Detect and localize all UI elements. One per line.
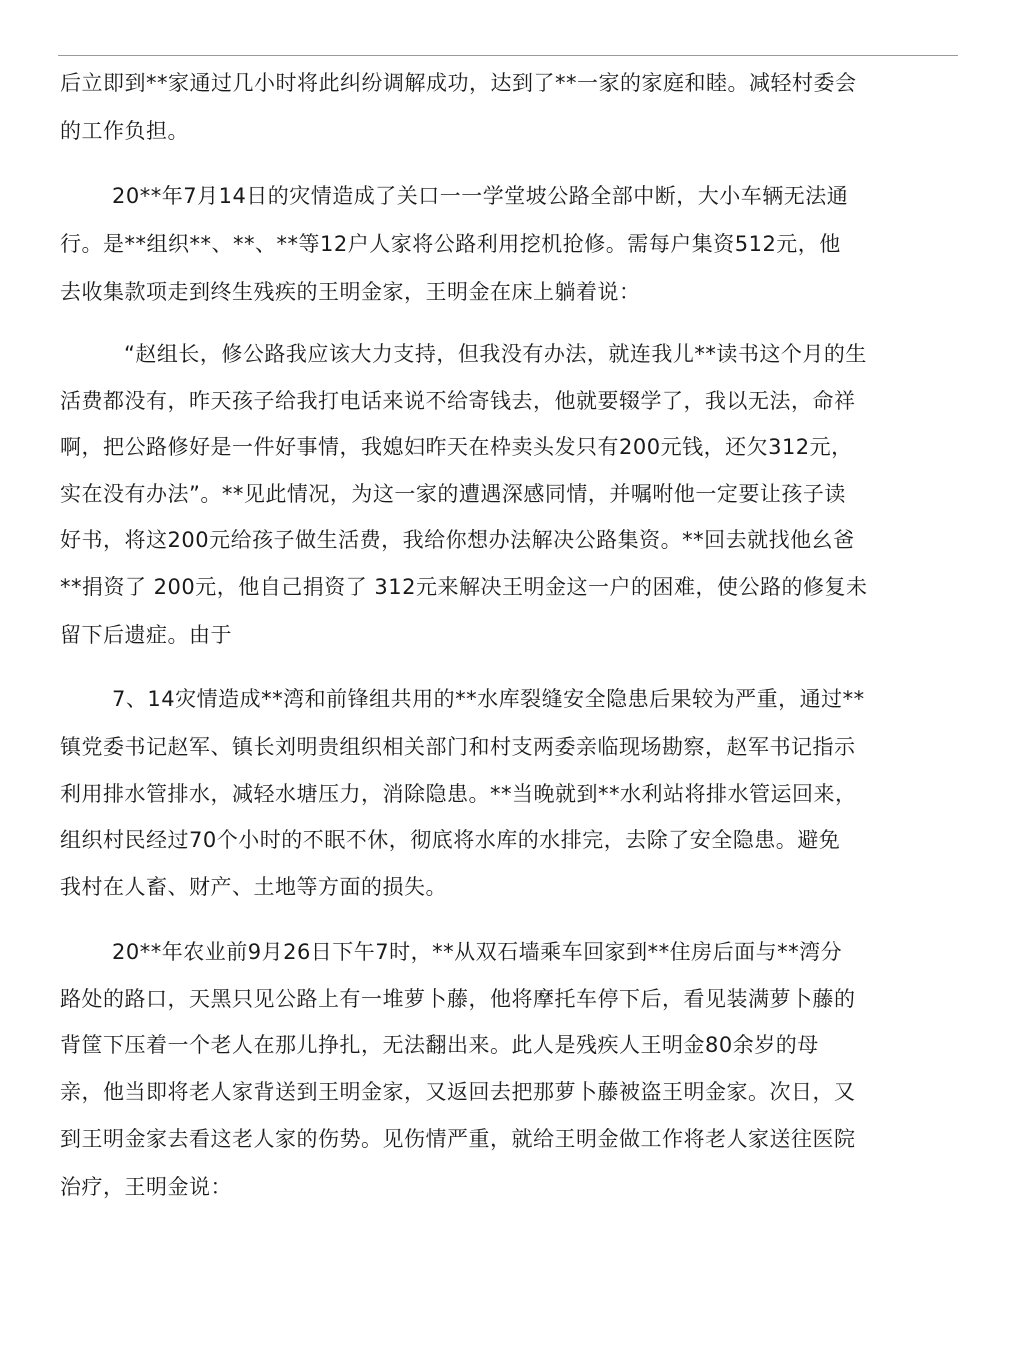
paragraph-3-line-5: 好书，将这200元给孩子做生活费，我给你想办法解决公路集资。**回去就找他幺爸 — [60, 528, 855, 552]
paragraph-3-line-1: “赵组长，修公路我应该大力支持，但我没有办法，就连我儿**读书这个月的生 — [124, 342, 867, 366]
paragraph-5-line-4: 亲，他当即将老人家背送到王明金家，又返回去把那萝卜藤被盗王明金家。次日，又 — [60, 1080, 856, 1104]
header-rule — [58, 55, 958, 56]
paragraph-1-line-2: 的工作负担。 — [60, 119, 189, 143]
paragraph-4-line-4: 组织村民经过70个小时的不眠不休，彻底将水库的水排完，去除了安全隐患。避免 — [60, 828, 841, 852]
paragraph-4-line-3: 利用排水管排水，减轻水塘压力，消除隐患。**当晚就到**水利站将排水管运回来， — [60, 782, 857, 806]
paragraph-3-line-4: 实在没有办法”。**见此情况，为这一家的遭遇深感同情，并嘱咐他一定要让孩子读 — [60, 482, 846, 506]
paragraph-5-line-6: 治疗，王明金说： — [60, 1175, 232, 1199]
paragraph-3-line-7: 留下后遗症。由于 — [60, 623, 232, 647]
paragraph-4-line-2: 镇党委书记赵军、镇长刘明贵组织相关部门和村支两委亲临现场勘察，赵军书记指示 — [60, 735, 856, 759]
paragraph-5-line-3: 背筐下压着一个老人在那儿挣扎，无法翻出来。此人是残疾人王明金80余岁的母 — [60, 1033, 819, 1057]
paragraph-5-line-2: 路处的路口，天黑只见公路上有一堆萝卜藤，他将摩托车停下后，看见装满萝卜藤的 — [60, 987, 856, 1011]
paragraph-3-line-2: 活费都没有，昨天孩子给我打电话来说不给寄钱去，他就要辍学了，我以无法，命祥 — [60, 389, 856, 413]
paragraph-5-line-5: 到王明金家去看这老人家的伤势。见伤情严重，就给王明金做工作将老人家送往医院 — [60, 1127, 856, 1151]
paragraph-3-line-3: 啊，把公路修好是一件好事情，我媳妇昨天在枠卖头发只有200元钱，还欠312元， — [60, 435, 853, 459]
paragraph-5-line-1: 20**年农业前9月26日下午7时，**从双石墙乘车回家到**住房后面与**湾分 — [112, 940, 843, 964]
paragraph-4-line-5: 我村在人畜、财产、土地等方面的损失。 — [60, 875, 447, 899]
paragraph-3-line-6: **捐资了 200元，他自己捐资了 312元来解决王明金这一户的困难，使公路的修复未 — [60, 575, 868, 599]
paragraph-4-line-1: 7、14灾情造成**湾和前锋组共用的**水库裂缝安全隐患后果较为严重，通过** — [112, 687, 865, 711]
paragraph-2-line-3: 去收集款项走到终生残疾的王明金家，王明金在床上躺着说： — [60, 280, 641, 304]
paragraph-2-line-1: 20**年7月14日的灾情造成了关口一一学堂坡公路全部中断，大小车辆无法通 — [112, 184, 849, 208]
paragraph-2-line-2: 行。是**组织**、**、**等12户人家将公路利用挖机抢修。需每户集资512元，他 — [60, 232, 841, 256]
paragraph-1-line-1: 后立即到**家通过几小时将此纠纷调解成功，达到了**一家的家庭和睦。减轻村委会 — [60, 71, 857, 95]
